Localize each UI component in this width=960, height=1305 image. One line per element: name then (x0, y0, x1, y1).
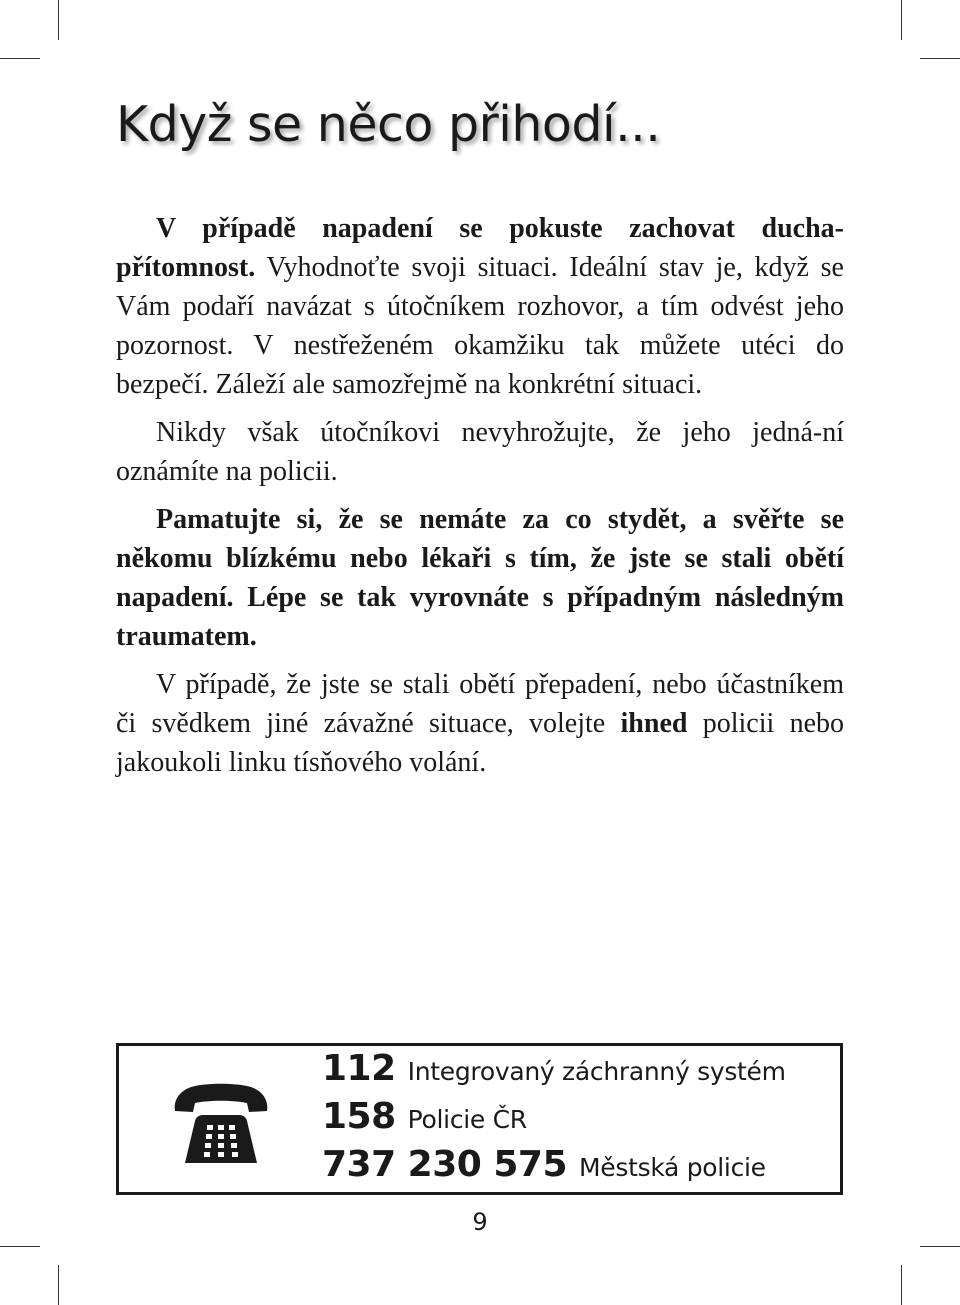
paragraph-4-text-after: policii nebo jakoukoli linku tísňového volání. (116, 708, 844, 778)
phone-number: 112 (322, 1048, 396, 1089)
paragraph-3 (116, 500, 844, 656)
crop-mark (58, 0, 59, 40)
body-text (116, 209, 844, 791)
paragraph-4-bold-word: ihned (620, 708, 688, 739)
paragraph-1-bold-lead: V případě napadení se pokuste zachovat ducha-přítomnost. (116, 213, 844, 283)
crop-mark (0, 58, 40, 59)
number-row-city-police (322, 1144, 786, 1192)
numbers-list (322, 1048, 786, 1192)
phone-label: Městská policie (579, 1153, 766, 1182)
crop-mark (0, 1246, 40, 1247)
telephone-icon (171, 1081, 271, 1167)
crop-mark (920, 1246, 960, 1247)
phone-number: 158 (322, 1096, 396, 1137)
crop-mark (58, 1265, 59, 1305)
paragraph-3-text: Pamatujte si, že se nemáte za co stydět, a svěřte se někomu blízkému nebo lékaři s tím, že jste se stali obětí napadení. Lépe se tak vyrovnáte s případným následným traumatem. (116, 504, 844, 652)
page-title: Když se něco přihodí... (116, 96, 661, 153)
paragraph-4 (116, 665, 844, 782)
paragraph-4-text-before: V případě, že jste se stali obětí přepadení, nebo účastníkem či svědkem jiné závažné situace, volejte (116, 669, 844, 739)
phone-label: Integrovaný záchranný systém (407, 1057, 786, 1086)
paragraph-2-text: Nikdy však útočníkovi nevyhrožujte, že jeho jedná-ní oznámíte na policii. (116, 417, 844, 487)
phone-number: 737 230 575 (322, 1144, 568, 1185)
crop-mark (920, 58, 960, 59)
emergency-numbers-box (116, 1043, 843, 1195)
phone-label: Policie ČR (407, 1105, 527, 1134)
paragraph-2 (116, 413, 844, 491)
paragraph-1 (116, 209, 844, 404)
paragraph-1-text: Vyhodnoťte svoji situaci. Ideální stav je, když se Vám podaří navázat s útočníkem rozhovor, a tím odvést jeho pozornost. V nestřeženém okamžiku tak můžete utéci do bezpečí. Záleží ale samozřejmě na konkrétní situaci. (116, 252, 844, 400)
number-row-ambulance (322, 1048, 786, 1096)
page-number: 9 (472, 1208, 488, 1236)
crop-mark (901, 0, 902, 40)
number-row-police (322, 1096, 786, 1144)
crop-mark (901, 1265, 902, 1305)
